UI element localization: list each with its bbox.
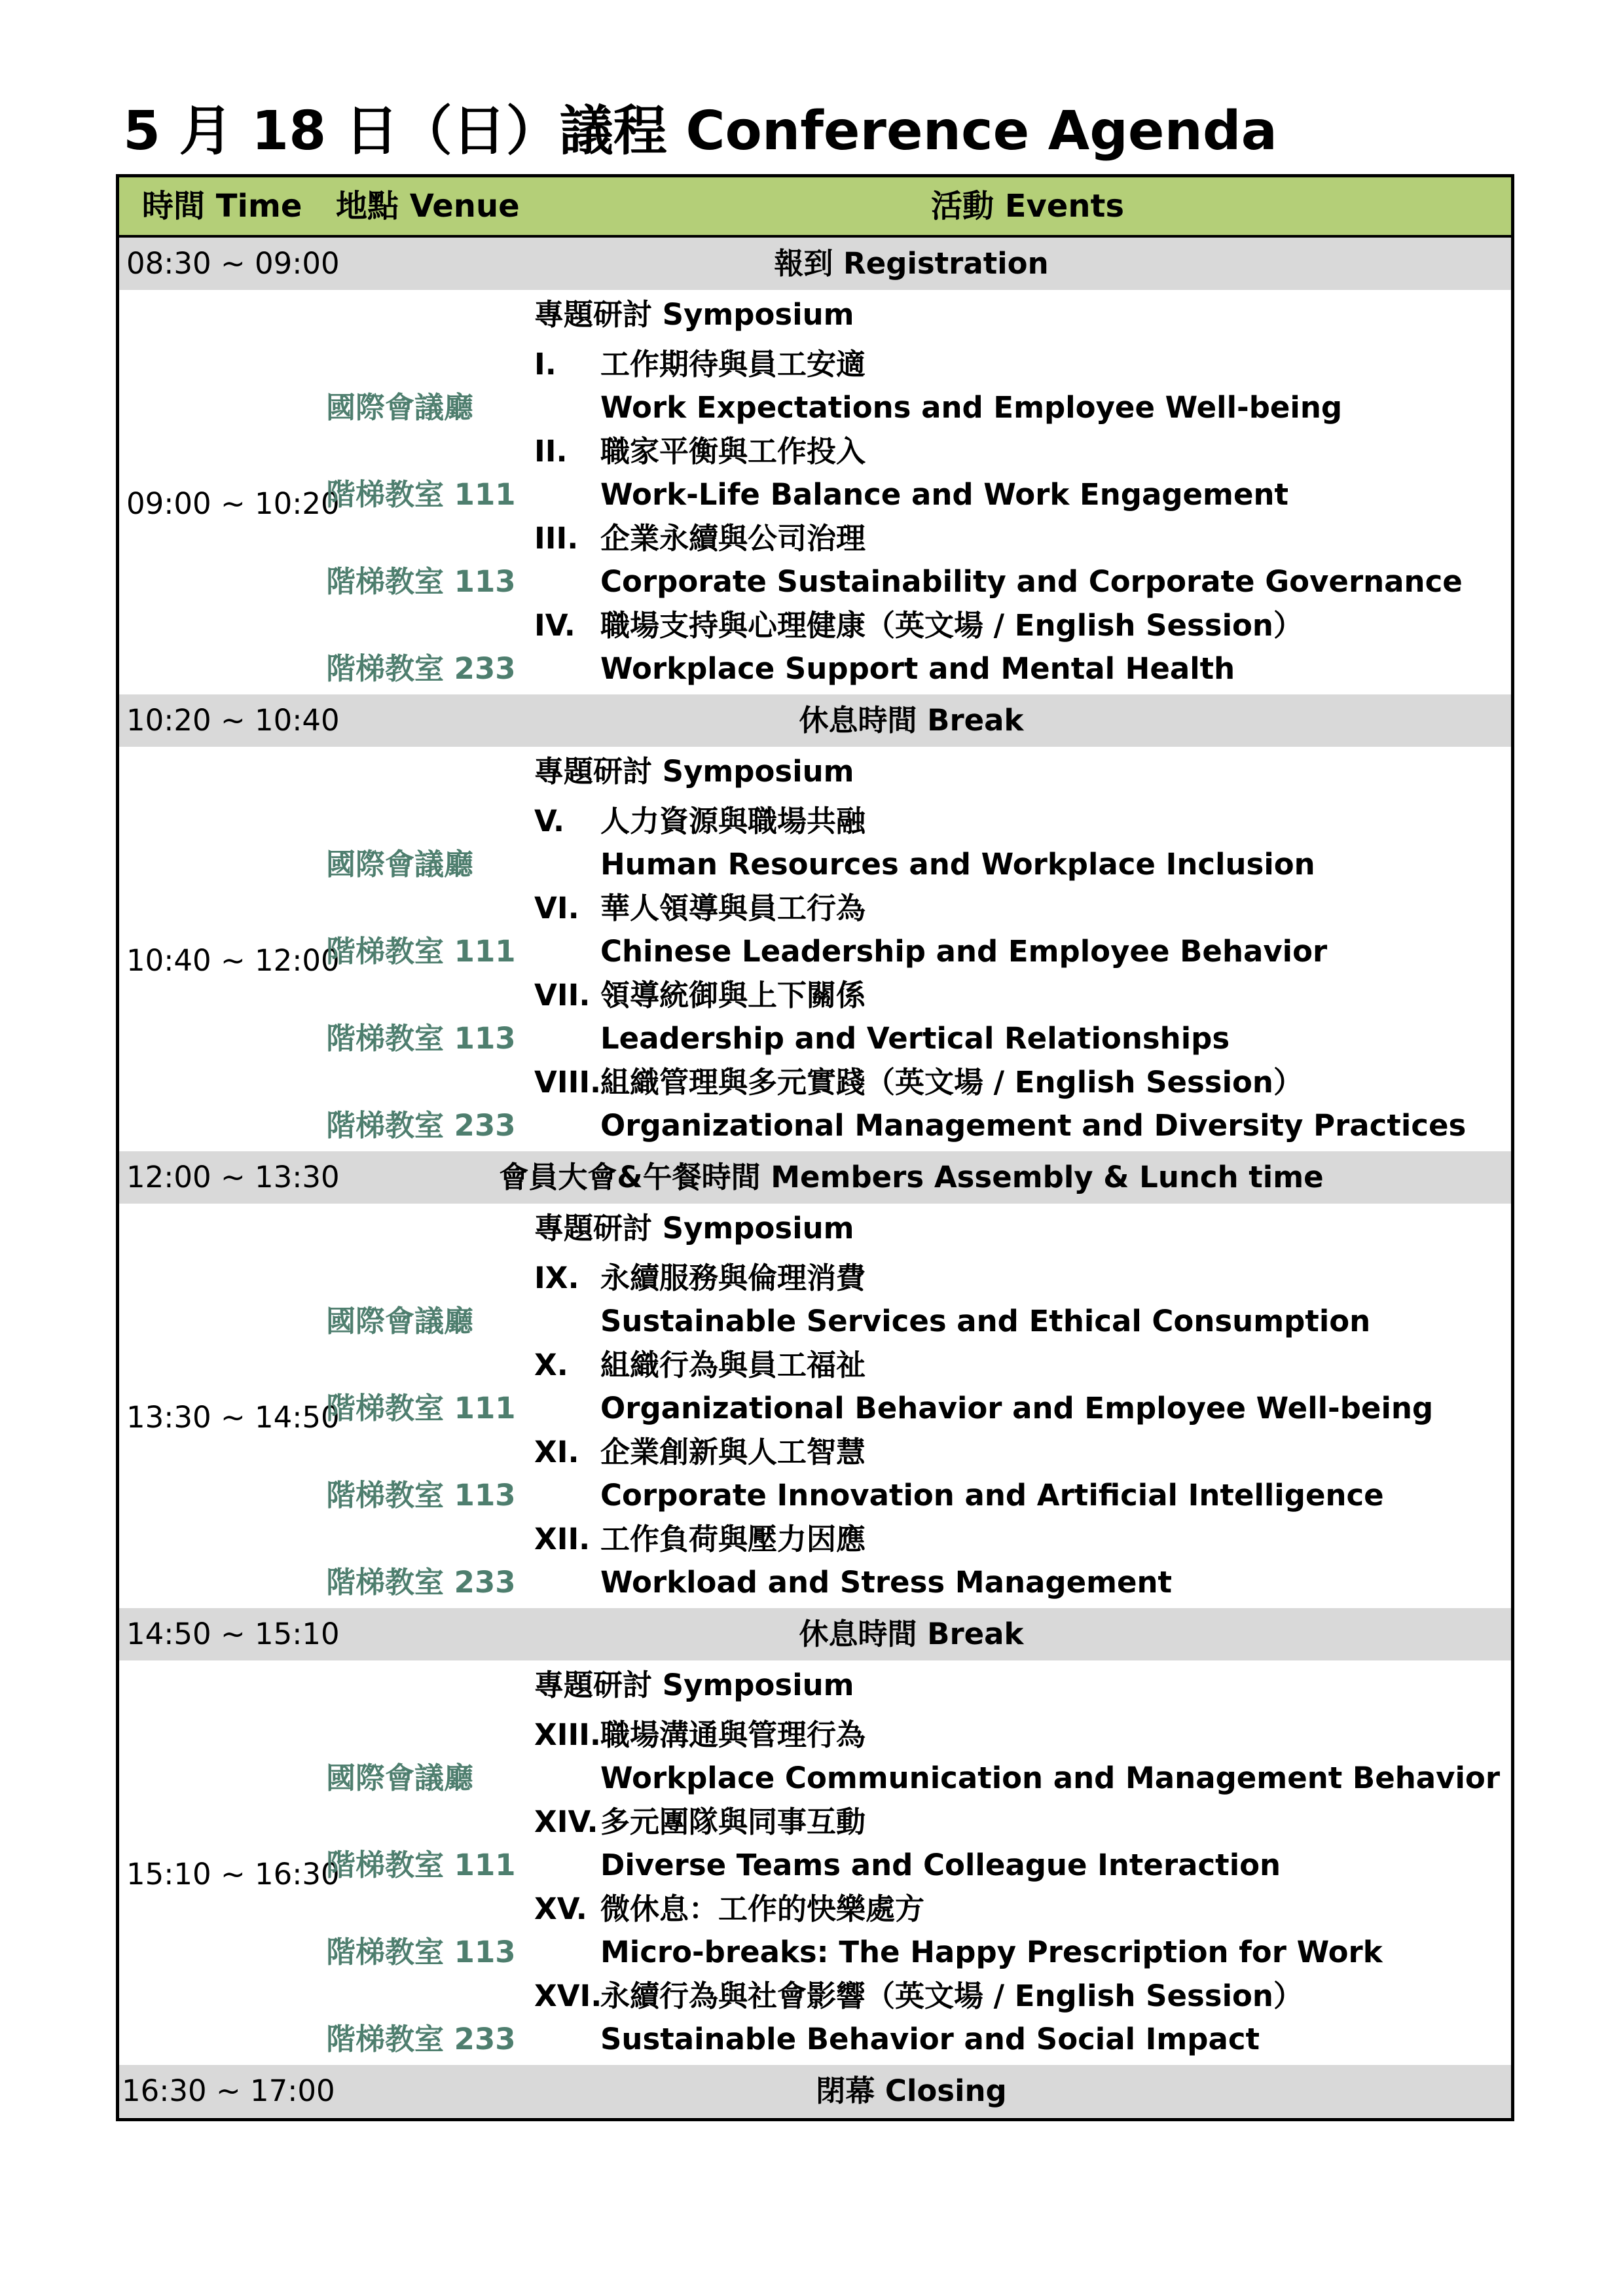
session-title-en: Corporate Innovation and Artificial Intelligence (600, 1478, 1384, 1513)
session-number: I. (534, 347, 556, 382)
header-time: 時間 Time (142, 188, 302, 224)
session-title-zh: 永續服務與倫理消費 (600, 1261, 866, 1295)
session-number: XI. (534, 1435, 579, 1469)
session-number: XV. (534, 1892, 587, 1926)
header-venue: 地點 Venue (336, 188, 520, 224)
row-event: 會員大會&午餐時間 Members Assembly & Lunch time (499, 1160, 1324, 1194)
table-row-lunch (119, 1151, 1511, 1204)
table-row-registration (119, 238, 1511, 290)
session-title-en: Workload and Stress Management (600, 1565, 1173, 1600)
row-time: 15:10 ~ 16:30 (126, 1857, 340, 1892)
venue-item: 階梯教室 233 (326, 651, 516, 686)
session-title-zh: 華人領導與員工行為 (600, 891, 866, 925)
session-title-en: Corporate Sustainability and Corporate Governance (600, 564, 1463, 599)
table-row-break (119, 1608, 1511, 1660)
row-time: 10:40 ~ 12:00 (126, 943, 340, 978)
session-number: XIII. (534, 1717, 602, 1752)
session-title-en: Work Expectations and Employee Well-being (600, 390, 1343, 425)
row-time: 12:00 ~ 13:30 (126, 1160, 340, 1194)
symposium-heading: 專題研討 Symposium (534, 297, 854, 332)
session-title-en: Work-Life Balance and Work Engagement (600, 477, 1289, 512)
session-title-en: Workplace Communication and Management Behavior (600, 1761, 1501, 1795)
session-title-zh: 職場支持與心理健康（英文場 / English Session） (600, 608, 1303, 643)
table-row-symposium-1 (119, 290, 1511, 694)
row-time: 14:50 ~ 15:10 (126, 1617, 340, 1651)
session-title-en: Sustainable Behavior and Social Impact (600, 2022, 1260, 2056)
session-number: III. (534, 521, 579, 556)
session-number: XIV. (534, 1804, 598, 1839)
session-title-zh: 工作負荷與壓力因應 (600, 1522, 866, 1556)
session-title-zh: 企業永續與公司治理 (600, 521, 866, 556)
row-event: 閉幕 Closing (816, 2073, 1007, 2108)
session-number: XVI. (534, 1979, 602, 2013)
session-number: X. (534, 1348, 568, 1382)
venue-item: 階梯教室 113 (326, 564, 516, 599)
session-number: XII. (534, 1522, 591, 1556)
session-number: IX. (534, 1261, 579, 1295)
header-events: 活動 Events (931, 188, 1125, 224)
venue-item: 階梯教室 233 (326, 1565, 516, 1600)
venue-item: 階梯教室 233 (326, 2022, 516, 2056)
session-title-zh: 多元團隊與同事互動 (600, 1804, 866, 1839)
row-event: 報到 Registration (774, 246, 1049, 281)
venue-item: 階梯教室 113 (326, 1478, 516, 1513)
session-number: II. (534, 434, 568, 469)
session-title-en: Organizational Management and Diversity Practices (600, 1108, 1467, 1143)
symposium-heading: 專題研討 Symposium (534, 1668, 854, 1702)
session-title-en: Leadership and Vertical Relationships (600, 1021, 1230, 1056)
session-title-zh: 組織管理與多元實踐（英文場 / English Session） (600, 1065, 1303, 1100)
session-title-en: Organizational Behavior and Employee Well-being (600, 1391, 1434, 1426)
table-row-symposium-3 (119, 1204, 1511, 1608)
venue-item: 國際會議廳 (326, 1304, 474, 1338)
agenda-table (116, 174, 1514, 2121)
session-title-zh: 人力資源與職場共融 (600, 804, 866, 838)
row-time: 09:00 ~ 10:20 (126, 486, 340, 521)
session-number: VIII. (534, 1065, 602, 1100)
session-title-zh: 領導統御與上下關係 (600, 978, 866, 1013)
session-title-zh: 企業創新與人工智慧 (600, 1435, 866, 1469)
session-title-zh: 職家平衡與工作投入 (600, 434, 866, 469)
session-title-en: Diverse Teams and Colleague Interaction (600, 1848, 1281, 1882)
session-title-zh: 工作期待與員工安適 (600, 347, 866, 382)
session-title-zh: 組織行為與員工福祉 (600, 1348, 866, 1382)
venue-item: 國際會議廳 (326, 1761, 474, 1795)
table-row-closing (119, 2065, 1511, 2117)
table-row-break (119, 694, 1511, 747)
venue-item: 階梯教室 111 (326, 477, 516, 512)
venue-item: 階梯教室 233 (326, 1108, 516, 1143)
session-number: VII. (534, 978, 591, 1013)
table-row-symposium-2 (119, 747, 1511, 1151)
session-title-zh: 永續行為與社會影響（英文場 / English Session） (600, 1979, 1303, 2013)
venue-item: 國際會議廳 (326, 390, 474, 425)
table-header (119, 177, 1511, 238)
session-number: IV. (534, 608, 575, 643)
session-title-zh: 職場溝通與管理行為 (600, 1717, 866, 1752)
venue-item: 階梯教室 113 (326, 1021, 516, 1056)
row-time: 08:30 ~ 09:00 (126, 246, 340, 281)
session-title-en: Sustainable Services and Ethical Consumption (600, 1304, 1371, 1338)
session-title-en: Human Resources and Workplace Inclusion (600, 847, 1315, 882)
venue-item: 階梯教室 111 (326, 1391, 516, 1426)
session-number: VI. (534, 891, 579, 925)
venue-item: 階梯教室 111 (326, 934, 516, 969)
venue-item: 階梯教室 113 (326, 1935, 516, 1969)
page-title: 5 月 18 日（日）議程 Conference Agenda (123, 100, 1277, 162)
symposium-heading: 專題研討 Symposium (534, 754, 854, 789)
session-title-en: Chinese Leadership and Employee Behavior (600, 934, 1328, 969)
row-time: 16:30 ~ 17:00 (122, 2073, 335, 2108)
row-event: 休息時間 Break (799, 703, 1024, 738)
table-row-symposium-4 (119, 1660, 1511, 2065)
symposium-heading: 專題研討 Symposium (534, 1211, 854, 1246)
session-title-zh: 微休息：工作的快樂處方 (600, 1892, 925, 1926)
session-number: V. (534, 804, 565, 838)
session-title-en: Workplace Support and Mental Health (600, 651, 1235, 686)
session-title-en: Micro-breaks: The Happy Prescription for Work (600, 1935, 1383, 1969)
row-event: 休息時間 Break (799, 1617, 1024, 1651)
venue-item: 階梯教室 111 (326, 1848, 516, 1882)
row-time: 13:30 ~ 14:50 (126, 1400, 340, 1435)
row-time: 10:20 ~ 10:40 (126, 703, 340, 738)
venue-item: 國際會議廳 (326, 847, 474, 882)
